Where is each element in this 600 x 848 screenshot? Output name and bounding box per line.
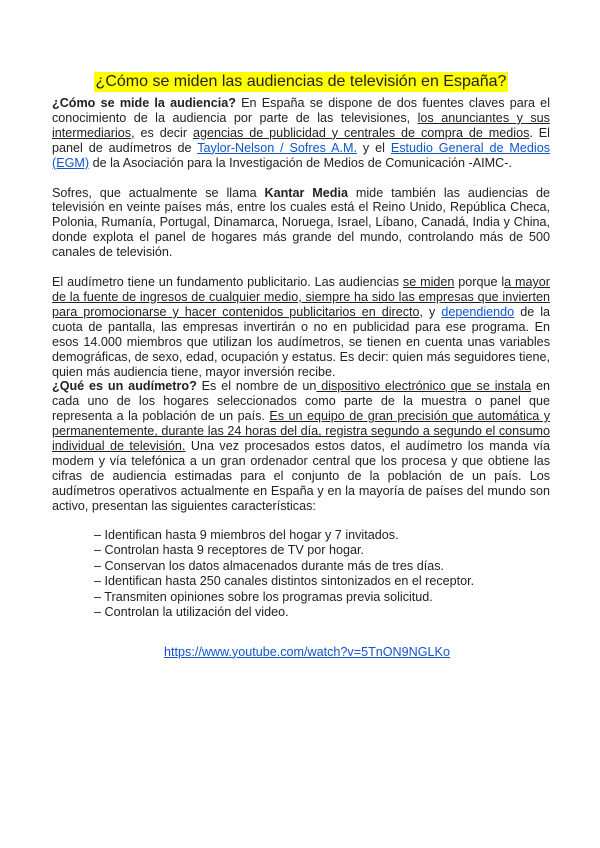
spacer: [52, 260, 550, 275]
underlined-precision: Es un equipo de gran precisión que automática y permanentemente, durante las 24 horas del día, registra segundo a segundo el consumo individual de televisión.: [52, 409, 550, 454]
text: . El panel de audímetros de: [52, 125, 550, 155]
text: de la cuota de pantalla, las empresas invertirán o no en publicidad para ese programa. En esos 14.000 miembros que utilizan los audímetros, se tienen en cuenta unas variables demográficas, de sexo, edad, ocupación y estatus. Es decir: quien más seguidores tiene, quien más audiencia tiene, mayor inversión recibe.: [52, 304, 550, 379]
features-list: [52, 528, 550, 621]
text: Es el nombre de un: [196, 379, 317, 394]
question-how-measured: ¿Cómo se mide la audiencia?: [52, 96, 236, 110]
text: En España se dispone de dos fuentes claves para el conocimiento de la audiencia por parte de las televisiones,: [52, 96, 550, 125]
underlined-advertisers: los anunciantes y sus intermediarios,: [52, 110, 550, 140]
link-taylor-nelson-sofres[interactable]: Taylor-Nelson / Sofres A.M.: [197, 140, 358, 155]
text: porque l: [454, 275, 505, 290]
underlined-revenue-source: a mayor de la fuente de ingresos de cualquier medio, siempre ha sido las empresas que invierten para promocionarse y hacer contenidos publicitarios en directo,: [52, 275, 551, 319]
underlined-se-miden: se miden: [402, 275, 455, 290]
list-item: – Controlan la utilización del video.: [94, 605, 289, 620]
text: en cada uno de los hogares seleccionados como parte de la muestra o panel que representa a la población de un país.: [52, 379, 551, 424]
spacer: [52, 171, 550, 186]
list-item: – Identifican hasta 250 canales distintos sintonizados en el receptor.: [94, 574, 475, 589]
text: de la Asociación para la Investigación de Medios de Comunicación -AIMC-.: [89, 155, 512, 170]
text: Sofres, que actualmente se llama: [52, 185, 265, 200]
paragraph-sofres: [52, 186, 550, 261]
underlined-device: dispositivo electrónico que se instala: [316, 379, 532, 394]
link-egm[interactable]: Estudio General de Medios (EGM): [52, 140, 550, 170]
question-what-is-audimeter: ¿Qué es un audímetro?: [52, 379, 197, 394]
video-link-wrap: [52, 645, 550, 659]
list-item: – Transmiten opiniones sobre los programas previa solicitud.: [94, 589, 433, 604]
title-wrap: [52, 0, 550, 92]
list-item: – Conservan los datos almacenados durante más de tres días.: [94, 558, 445, 573]
text: Una vez procesados estos datos, el audímetro los manda vía modem y vía telefónica a un gran ordenador central que los procesa y que obtiene las cifras de audiencia estimadas para el conjunto de la población de un país. Los audímetros operativos actualmente en España y en la mayoría de países del mundo son activo, presentan las siguientes características:: [52, 439, 550, 513]
text: es decir: [134, 125, 193, 140]
paragraph-measurement: [52, 96, 550, 171]
bold-kantar-media: Kantar Media: [264, 185, 348, 200]
underlined-agencies: agencias de publicidad y centrales de compra de medios: [192, 125, 530, 140]
youtube-link[interactable]: https://www.youtube.com/watch?v=5TnON9NGLKo: [164, 644, 450, 659]
text: y: [423, 304, 442, 319]
page-title: ¿Cómo se miden las audiencias de televisión en España?: [95, 73, 507, 90]
text: y el: [357, 140, 391, 155]
paragraph-audimeter-purpose: [52, 275, 550, 379]
text: El audímetro tiene un fundamento publicitario. Las audiencias: [52, 275, 403, 290]
list-item: – Controlan hasta 9 receptores de TV por hogar.: [94, 543, 365, 558]
paragraph-what-is-audimeter: [52, 379, 550, 513]
list-item: – Identifican hasta 9 miembros del hogar y 7 invitados.: [94, 527, 399, 542]
link-dependiendo[interactable]: dependiendo: [441, 304, 515, 319]
text: mide también las audiencias de televisión en veinte países más, entre los cuales está el Reino Unido, República Checa, Polonia, Rumanía, Portugal, Dinamarca, Noruega, Israel, Líbano, Canadá, India y China, donde explota el panel de hogares más grande del mundo, controlando más de 500 canales de televisión.: [52, 185, 550, 260]
